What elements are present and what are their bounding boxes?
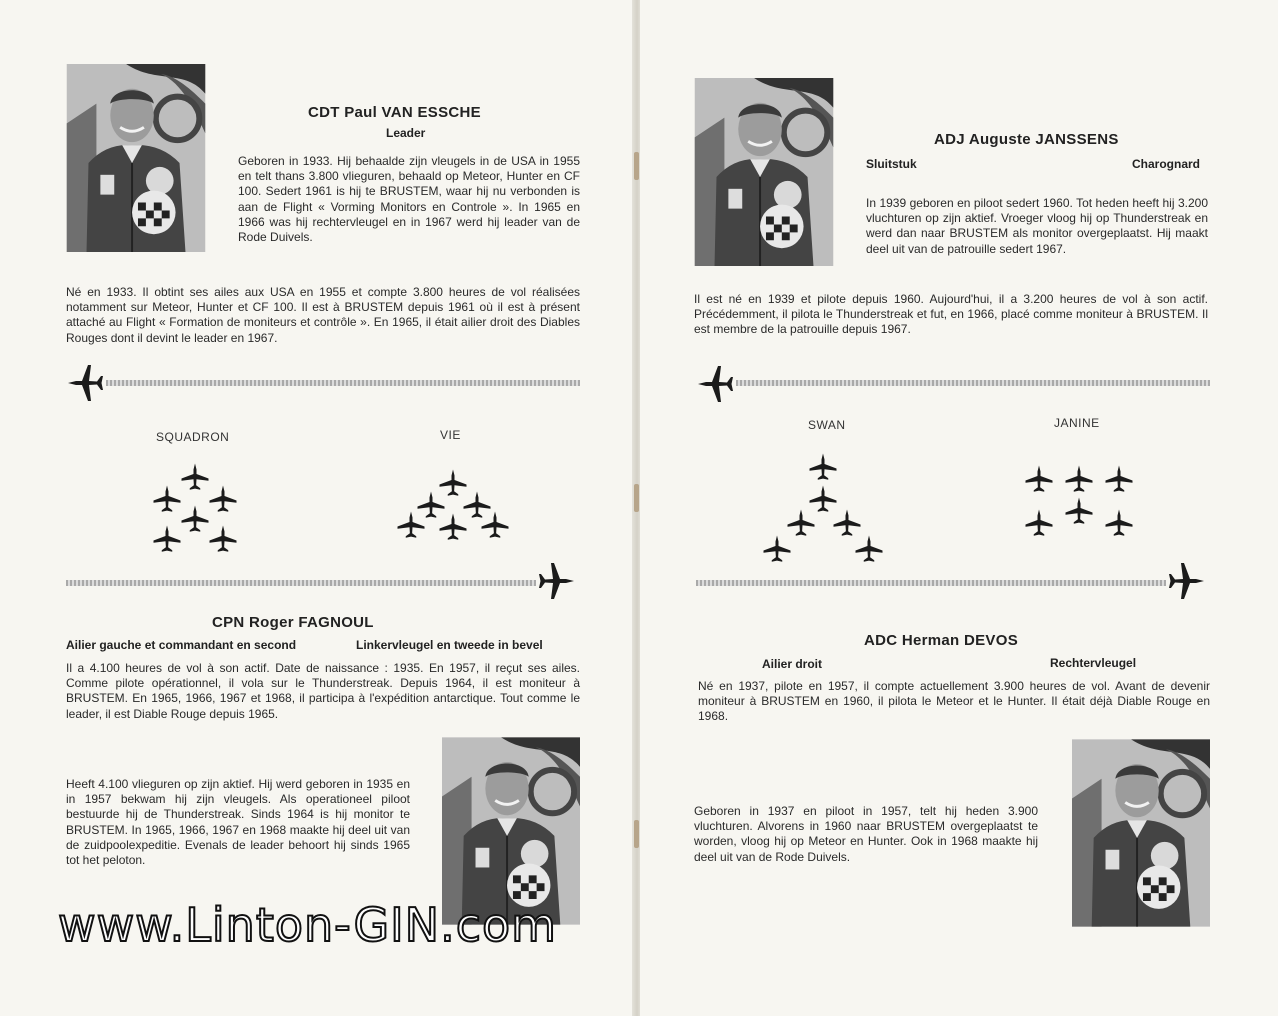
jet-icon [150,524,184,554]
pilot-bio-nl: In 1939 geboren en piloot sedert 1960. Tot heden heeft hij 3.200 vluchturen op zijn aktief. Vroeger vloog hij op Thunderstreak en werd dan naar BRUSTEM als monitor overgeplaatst. Hij maakt deel uit van de patrouille sedert 1967. [866,196,1208,256]
pilot-name: CPN Roger FAGNOUL [212,614,374,631]
pilot-role: Leader [386,126,426,140]
right-page [640,0,1278,1016]
pilot-name: CDT Paul VAN ESSCHE [308,104,481,121]
jet-icon [1102,508,1136,538]
pilot-photo-devos [1072,738,1210,928]
jet-icon [1166,561,1206,601]
smoke-trail [106,380,580,386]
jet-icon [760,534,794,564]
pilot-name: ADJ Auguste JANSSENS [934,131,1119,148]
pilot-role-nl: Linkervleugel en tweede in bevel [356,638,543,652]
smoke-trail [66,580,536,586]
pilot-role-fr: Charognard [1132,157,1201,171]
binding-stitch [634,820,639,848]
jet-icon [66,363,106,403]
jet-icon [1062,496,1096,526]
formation-label: SWAN [808,418,846,432]
formation-label: VIE [440,428,461,442]
pilot-role-nl: Rechtervleugel [1050,656,1137,670]
pilot-photo-van-essche [66,64,206,252]
pilot-photo-janssens [694,78,834,266]
left-page [0,0,636,1016]
pilot-role-nl: Sluitstuk [866,157,917,171]
pilot-bio-fr: Il est né en 1939 et pilote depuis 1960. Aujourd'hui, il a 3.200 heures de vol à son actif. Précédemment, il pilota le Thunderstreak et fut, en 1966, placé comme moniteur à BRUSTEM. Il est membre de la patrouille depuis 1967. [694,292,1208,337]
pilot-role-fr: Ailier gauche et commandant en second [66,638,297,652]
jet-icon [1062,464,1096,494]
smoke-trail [736,380,1210,386]
jet-icon [852,534,886,564]
jet-icon [536,561,576,601]
jet-icon [696,364,736,404]
binding-stitch [634,152,639,180]
jet-icon [436,512,470,542]
smoke-trail [696,580,1166,586]
jet-icon [1102,464,1136,494]
pilot-name: ADC Herman DEVOS [864,632,1019,649]
pilot-bio-fr: Né en 1933. Il obtint ses ailes aux USA en 1955 et compte 3.800 heures de vol réalisées notamment sur Meteor, Hunter et CF 100. Il est à BRUSTEM depuis 1961 où il est à présent attaché au Flight « Formation de moniteurs et contrôle ». En 1965, il était ailier droit des Diables Rouges dont il devint le leader en 1967. [66,285,580,345]
jet-icon [394,510,428,540]
jet-icon [478,510,512,540]
pilot-bio-fr: Il a 4.100 heures de vol à son actif. Date de naissance : 1935. En 1957, il reçut ses ailes. Comme pilote opérationnel, il vola sur le Thunderstreak. Depuis 1964, il est moniteur à BRUSTEM. En 1965, 1966, 1967 et 1968, il participa à l'expédition antarctique. Tout comme le leader, il est Diable Rouge depuis 1965. [66,661,580,721]
formation-label: SQUADRON [156,430,230,444]
pilot-bio-nl: Geboren in 1933. Hij behaalde zijn vleugels in de USA in 1955 en telt thans 3.800 vlieguren, behaald op Meteor, Hunter en CF 100. Sedert 1961 is hij te BRUSTEM, waar hij nu verbonden is aan de Flight « Vorming Monitors en Controle ». In 1965 en 1966 was hij rechtervleugel en in 1967 werd hij leader van de Rode Duivels. [238,154,580,245]
pilot-role-fr: Ailier droit [762,657,823,671]
formation-label: JANINE [1054,416,1100,430]
jet-icon [206,524,240,554]
jet-icon [1022,464,1056,494]
pilot-bio-nl: Heeft 4.100 vlieguren op zijn aktief. Hij werd geboren in 1935 en in 1957 bekwam hij zijn vleugels. Als operationeel piloot bestuurde hij de Thunderstreak. Sinds 1964 is hij monitor te BRUSTEM. In 1965, 1966, 1967 en 1968 maakte hij deel uit van de zuidpoolexpeditie. Evenals de leader behoort hij sinds 1965 tot het peloton. [66,777,410,868]
watermark: www.Linton-GIN.com [58,898,557,952]
pilot-bio-fr: Né en 1937, pilote en 1957, il compte actuellement 3.900 heures de vol. Avant de devenir moniteur à BRUSTEM en 1960, il pilota le Meteor et le Hunter. Il était déjà Diable Rouge en 1968. [698,679,1210,724]
binding-stitch [634,484,639,512]
pilot-bio-nl: Geboren in 1937 en piloot in 1957, telt hij heden 3.900 vluchturen. Alvorens in 1960 naar BRUSTEM overgeplaatst te worden, vloog hij op Meteor en Hunter. Ook in 1968 maakte hij deel uit van de Rode Duivels. [694,804,1038,864]
jet-icon [806,452,840,482]
jet-icon [1022,508,1056,538]
